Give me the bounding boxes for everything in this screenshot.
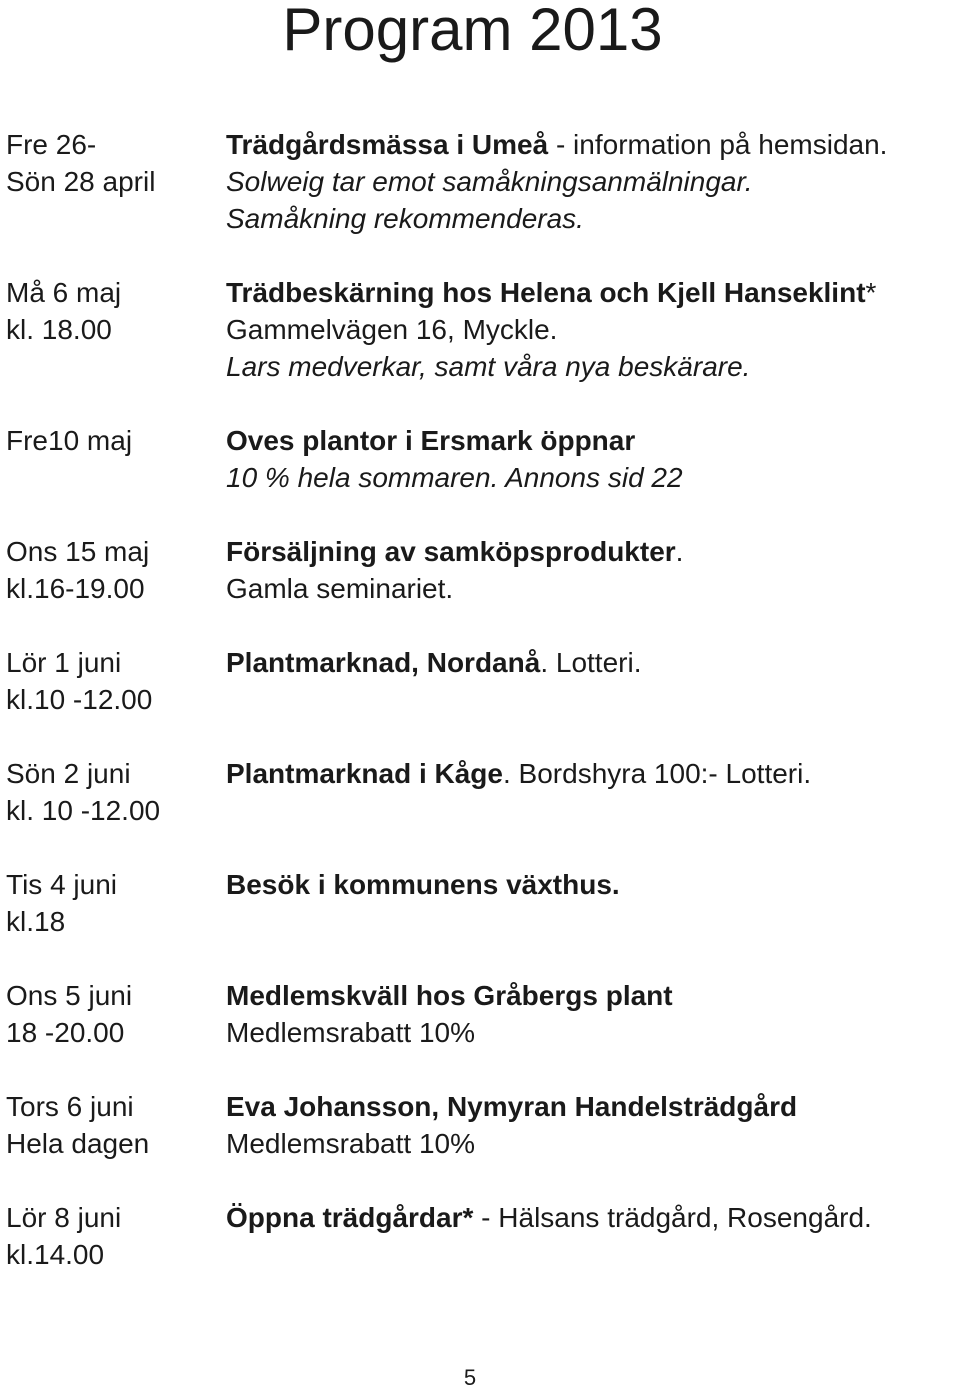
event-description-line: [226, 755, 956, 792]
event-title: Medlemskväll hos Gråbergs plant: [226, 980, 673, 1011]
event-date-line: kl.18: [6, 906, 66, 937]
event-date-line: Tors 6 juni: [6, 1091, 134, 1122]
event-description: [226, 644, 956, 681]
event-date-line: Tis 4 juni: [6, 869, 118, 900]
event-date-line: kl.14.00: [6, 1239, 105, 1270]
event-title: Eva Johansson, Nymyran Handelsträdgård: [226, 1091, 798, 1122]
event-date: [6, 126, 216, 200]
event-description: [226, 866, 956, 903]
event-description-line: [226, 1199, 956, 1236]
event-title: Öppna trädgårdar*: [226, 1202, 474, 1233]
event-date: [6, 977, 216, 1051]
event-description: [226, 533, 956, 607]
event-description-line: [226, 311, 956, 348]
event-note: Lars medverkar, samt våra nya beskärare.: [226, 351, 751, 382]
event-date-line: kl.16-19.00: [6, 573, 145, 604]
event-description-line: [226, 200, 956, 237]
event-description-line: [226, 126, 956, 163]
event-date-line: Hela dagen: [6, 1128, 150, 1159]
event-description-line: [226, 1014, 956, 1051]
event-date-line: Må 6 maj: [6, 277, 122, 308]
event-description: [226, 1088, 956, 1162]
page-number: 5: [463, 1365, 477, 1390]
event-title: Besök i kommunens växthus.: [226, 869, 620, 900]
event-detail: *: [865, 277, 877, 308]
event-description-line: [226, 348, 956, 385]
event-description: [226, 422, 956, 496]
event-description: [226, 755, 956, 792]
event-date-line: Lör 1 juni: [6, 647, 122, 678]
event-date: [6, 644, 216, 718]
event-description: [226, 1199, 956, 1236]
event-date-line: kl.10 -12.00: [6, 684, 153, 715]
event-date-line: kl. 18.00: [6, 314, 112, 345]
event-date-line: Ons 5 juni: [6, 980, 133, 1011]
page-title: Program 2013: [282, 0, 663, 63]
event-date-line: Fre 26-: [6, 129, 97, 160]
event-date: [6, 755, 216, 829]
event-date-line: Ons 15 maj: [6, 536, 150, 567]
event-date-line: Lör 8 juni: [6, 1202, 122, 1233]
event-description-line: [226, 422, 956, 459]
event-description-line: [226, 163, 956, 200]
event-note: Solweig tar emot samåkningsanmälningar.: [226, 166, 753, 197]
event-description: [226, 126, 956, 237]
event-title: Plantmarknad, Nordanå: [226, 647, 541, 678]
event-description: [226, 274, 956, 385]
event-description-line: [226, 977, 956, 1014]
event-detail: - information på hemsidan.: [548, 129, 888, 160]
event-date: [6, 533, 216, 607]
event-date-line: Sön 28 april: [6, 166, 156, 197]
event-description-line: [226, 533, 956, 570]
event-description: [226, 977, 956, 1051]
event-detail: Gamla seminariet.: [226, 573, 454, 604]
event-detail: Medlemsrabatt 10%: [226, 1128, 476, 1159]
event-description-line: [226, 644, 956, 681]
event-detail: . Lotteri.: [540, 647, 642, 678]
event-title: Trädbeskärning hos Helena och Kjell Hanseklint: [226, 277, 866, 308]
event-date-line: 18 -20.00: [6, 1017, 125, 1048]
event-description-line: [226, 1125, 956, 1162]
event-detail: .: [675, 536, 684, 567]
event-date: [6, 1088, 216, 1162]
event-detail: - Hälsans trädgård, Rosengård.: [473, 1202, 872, 1233]
event-date: [6, 866, 216, 940]
event-description-line: [226, 866, 956, 903]
event-title: Försäljning av samköpsprodukter: [226, 536, 676, 567]
event-detail: . Bordshyra 100:- Lotteri.: [502, 758, 812, 789]
event-description-line: [226, 274, 956, 311]
event-title: Plantmarknad i Kåge: [226, 758, 503, 789]
event-description-line: [226, 1088, 956, 1125]
event-description-line: [226, 570, 956, 607]
event-detail: Medlemsrabatt 10%: [226, 1017, 476, 1048]
event-date-line: Sön 2 juni: [6, 758, 131, 789]
event-description-line: [226, 459, 956, 496]
event-date: [6, 1199, 216, 1273]
event-date: [6, 274, 216, 348]
event-date-line: kl. 10 -12.00: [6, 795, 161, 826]
event-title: Trädgårdsmässa i Umeå: [226, 129, 549, 160]
event-note: Samåkning rekommenderas.: [226, 203, 584, 234]
event-date-line: Fre10 maj: [6, 425, 133, 456]
event-date: [6, 422, 216, 459]
event-title: Oves plantor i Ersmark öppnar: [226, 425, 636, 456]
event-detail: Gammelvägen 16, Myckle.: [226, 314, 558, 345]
event-note: 10 % hela sommaren. Annons sid 22: [226, 462, 683, 493]
